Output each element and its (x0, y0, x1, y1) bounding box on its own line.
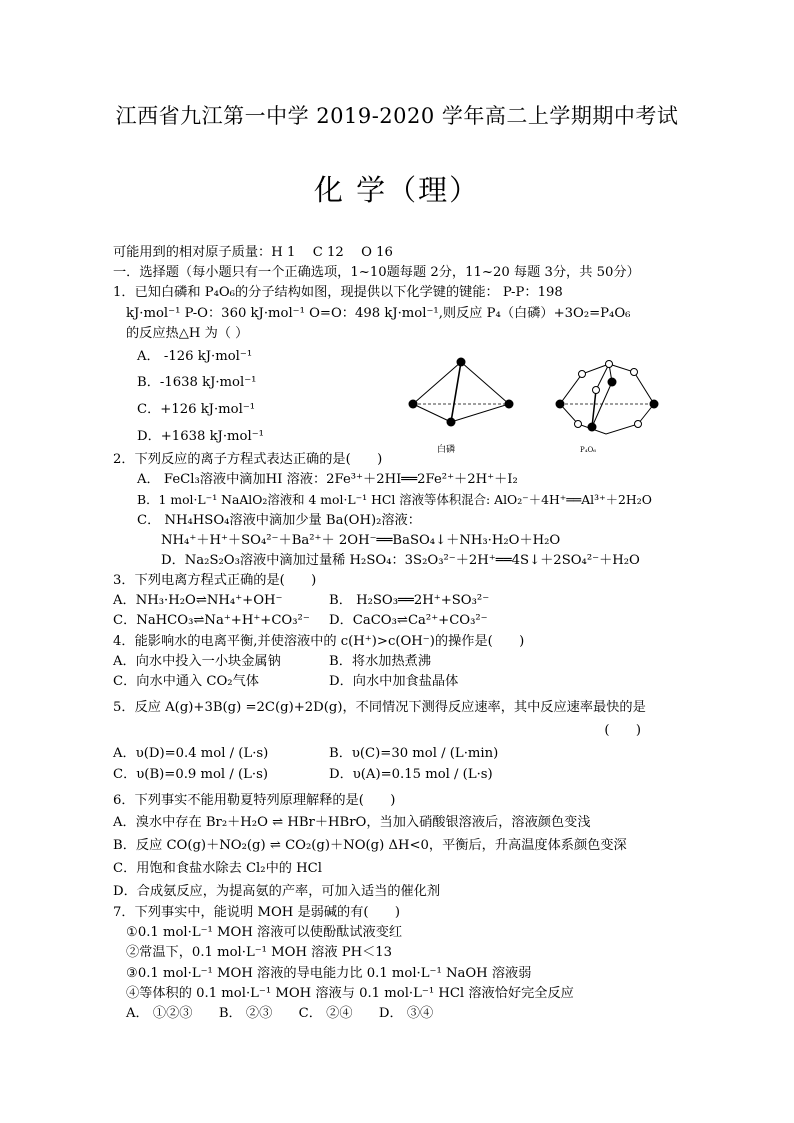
section-heading: 一．选择题（每小题只有一个正确选项，1~10题每题 2分，11~20 每题 3分，共 50分） (113, 265, 640, 281)
option-a: A．向水中投入一小块金属钠 (113, 653, 281, 669)
question-1-stem: 1．已知白磷和 P₄O₆的分子结构如图，现提供以下化学键的键能： P-P：198 (113, 285, 563, 301)
question-2-option: NH₄⁺＋H⁺＋SO₄²⁻＋Ba²⁺＋ 2OH⁻══BaSO₄↓＋NH₃·H₂O＋H₂O (161, 532, 561, 548)
question-1-option: B．-1638 kJ·mol⁻¹ (137, 374, 257, 390)
option-c: C．向水中通入 CO₂气体 (113, 674, 259, 689)
question-3-stem: 3．下列电离方程式正确的是( ) (113, 573, 317, 589)
question-7-statement: ①0.1 mol·L⁻¹ MOH 溶液可以使酚酞试液变红 (126, 925, 403, 941)
option-d: D．向水中加食盐晶体 (329, 674, 459, 689)
question-2-stem: 2．下列反应的离子方程式表达正确的是( ) (113, 451, 383, 467)
question-5-options (113, 765, 693, 785)
option-a: A．NH₃·H₂O⇌NH₄⁺+OH⁻ (113, 593, 283, 609)
question-2-option: D．Na₂S₂O₃溶液中滴加过量稀 H₂SO₄：3S₂O₃²⁻＋2H⁺══4S↓＋2SO₄²⁻＋H₂O (161, 552, 640, 568)
option-d: D．CaCO₃⇌Ca²⁺+CO₃²⁻ (329, 613, 488, 629)
option-b: B．υ(C)=30 mol / (L·min) (329, 746, 499, 762)
question-2-option: C． NH₄HSO₄溶液中滴加少量 Ba(OH)₂溶液： (137, 512, 421, 528)
question-1-option: C．+126 kJ·mol⁻¹ (137, 401, 256, 417)
question-7-statement: ④等体积的 0.1 mol·L⁻¹ MOH 溶液与 0.1 mol·L⁻¹ HCl 溶液恰好完全反应 (126, 985, 574, 1001)
option-b: B．将水加热煮沸 (329, 653, 432, 669)
question-6-option: A．溴水中存在 Br₂＋H₂O ⇌ HBr＋HBrO，当加入硝酸银溶液后，溶液颜色变浅 (113, 814, 591, 830)
question-7-statement: ③0.1 mol·L⁻¹ MOH 溶液的导电能力比 0.1 mol·L⁻¹ NaOH 溶液弱 (126, 965, 532, 981)
question-1-stem: 的反应热△H 为（ ） (126, 325, 249, 341)
exam-content (113, 243, 693, 1024)
question-6-option: B．反应 CO(g)＋NO₂(g) ⇌ CO₂(g)＋NO(g) ΔH<0，平衡后，升高温度体系颜色变深 (113, 837, 627, 853)
question-2-option: A． FeCl₃溶液中滴加HI 溶液：2Fe³⁺＋2HI══2Fe²⁺＋2H⁺＋I₂ (137, 472, 518, 488)
question-4-options (113, 652, 693, 672)
question-3-options (113, 611, 693, 631)
white-phosphorus-caption: 白磷 (437, 445, 456, 455)
option-a: A．υ(D)=0.4 mol / (L·s) (113, 746, 269, 762)
option-c: C．NaHCO₃⇌Na⁺+H⁺+CO₃²⁻ (113, 613, 310, 629)
question-6-stem: 6．下列事实不能用勒夏特列原理解释的是( ) (113, 792, 396, 808)
option-d: D．υ(A)=0.15 mol / (L·s) (329, 766, 493, 782)
question-4-options (113, 672, 693, 692)
question-7-statement: ②常温下，0.1 mol·L⁻¹ MOH 溶液 PH＜13 (126, 945, 393, 961)
question-2-option: B．1 mol·L⁻¹ NaAlO₂溶液和 4 mol·L⁻¹ HCl 溶液等体积混合: AlO₂⁻＋4H⁺══Al³⁺＋2H₂O (137, 492, 652, 508)
question-5-options (113, 744, 693, 764)
question-7-options: A． ①②③ B． ②③ C． ②④ D． ③④ (126, 1005, 434, 1021)
question-1-stem: kJ·mol⁻¹ P-O：360 kJ·mol⁻¹ O=O：498 kJ·mol⁻¹,则反应 P₄（白磷）+3O₂=P₄O₆ (126, 305, 631, 321)
question-3-options (113, 591, 693, 611)
question-7-stem: 7．下列事实中，能说明 MOH 是弱碱的有( ) (113, 904, 401, 920)
question-6-option: D．合成氨反应，为提高氨的产率，可加入适当的催化剂 (113, 883, 441, 899)
option-b: B． H₂SO₃══2H⁺+SO₃²⁻ (329, 593, 490, 609)
question-6-option: C．用饱和食盐水除去 Cl₂中的 HCl (113, 860, 322, 876)
exam-title: 江西省九江第一中学 2019-2020 学年高二上学期期中考试 (115, 104, 679, 128)
question-4-stem: 4．能影响水的电离平衡,并使溶液中的 c(H⁺)>c(OH⁻)的操作是( ) (113, 633, 525, 649)
question-1-option: D．+1638 kJ·mol⁻¹ (137, 428, 264, 444)
answer-bracket: ( ) (604, 723, 641, 739)
subject-title: 化 学（理） (313, 173, 481, 207)
p4o6-caption: P₄O₆ (580, 446, 597, 454)
option-c: C．υ(B)=0.9 mol / (L·s) (113, 766, 268, 782)
question-5-stem: 5．反应 A(g)+3B(g) =2C(g)+2D(g)，不同情况下测得反应速率，其中反应速率最快的是 (113, 700, 646, 716)
atomic-masses: 可能用到的相对原子质量：H 1 C 12 O 16 (113, 245, 393, 260)
question-1-option: A． -126 kJ·mol⁻¹ (137, 348, 253, 364)
